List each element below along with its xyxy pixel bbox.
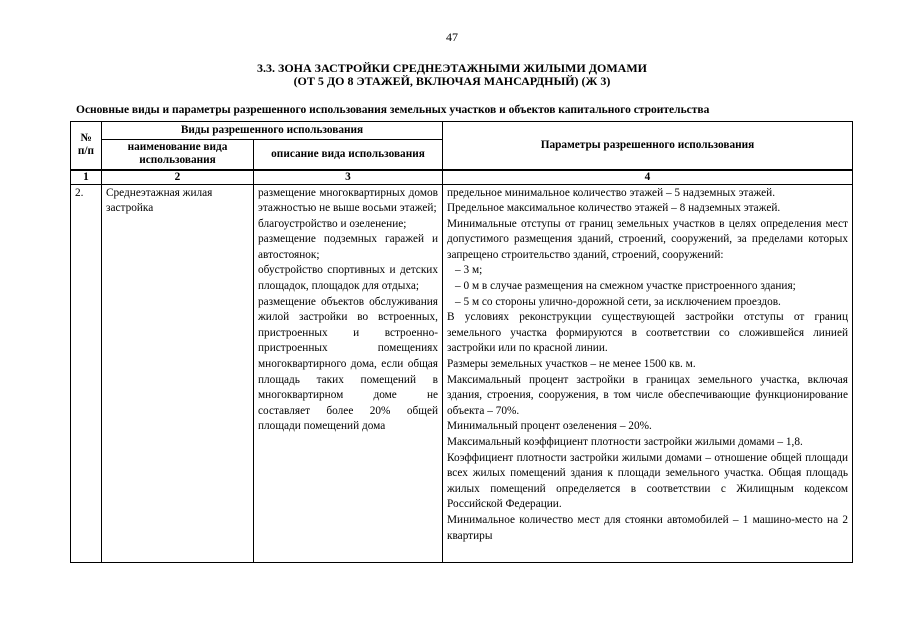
param-item: Предельное максимальное количество этажей – 8 надземных этажей. <box>447 202 781 215</box>
col-number-2: 2 <box>102 170 254 185</box>
row-description <box>254 184 443 563</box>
usage-table <box>70 121 853 563</box>
param-item: В условиях реконструкции существующей застройки отступы от границ земельного участка формируются в соответствии со сложившейся линией застройки или по красной линии. <box>447 311 848 355</box>
section-title <box>0 62 904 88</box>
row-params <box>443 184 853 563</box>
header-description: описание вида использования <box>254 140 443 170</box>
param-item: Минимальные отступы от границ земельных участков в целях определения мест допустимого размещения зданий, строений, сооружений, за пределами которых запрещено строительство зданий, строений, сооружений: <box>447 217 848 261</box>
param-item: – 5 м со стороны улично-дорожной сети, за исключением проездов. <box>455 295 781 308</box>
header-num <box>71 122 102 170</box>
page-number: 47 <box>446 30 458 44</box>
description-item: размещение подземных гаражей и автостоянок; <box>258 233 438 261</box>
col-number-3: 3 <box>254 170 443 185</box>
description-item: размещение многоквартирных домов этажностью не выше восьми этажей; <box>258 186 438 215</box>
header-num-label: № п/п <box>77 132 95 158</box>
description-item: благоустройство и озеленение; <box>258 217 407 230</box>
param-item: – 3 м; <box>455 264 483 277</box>
table-caption: Основные виды и параметры разрешенного использования земельных участков и объектов капитального строительства <box>76 104 710 116</box>
row-num: 2. <box>71 184 102 563</box>
col-number-4: 4 <box>443 170 853 185</box>
param-item: предельное минимальное количество этажей – 5 надземных этажей. <box>447 186 776 199</box>
col-number-1: 1 <box>71 170 102 185</box>
section-title-line1: 3.3. ЗОНА ЗАСТРОЙКИ СРЕДНЕЭТАЖНЫМИ ЖИЛЫМИ ДОМАМИ <box>257 61 647 75</box>
description-item: размещение объектов обслуживания жилой застройки во встроенных, пристроенных и встроенно-пристроенных помещениях многоквартирного дома, если общая площадь таких помещений в многоквартирном доме не составляет более 20% общей площади помещений дома <box>258 295 438 433</box>
param-item: – 0 м в случае размещения на смежном участке пристроенного здания; <box>455 280 796 293</box>
header-params: Параметры разрешенного использования <box>443 122 853 170</box>
param-item: Размеры земельных участков – не менее 1500 кв. м. <box>447 358 696 371</box>
header-types-group: Виды разрешенного использования <box>102 122 443 140</box>
param-item: Минимальный процент озеленения – 20%. <box>447 420 652 433</box>
param-item: Коэффициент плотности застройки жилыми домами – отношение общей площади всех жилых помещений здания к площади земельного участка. Общая площадь жилых помещений определяется в соответствии с Жилищным кодексом Российской Федерации. <box>447 451 848 511</box>
header-name: наименование вида использования <box>102 140 254 170</box>
param-item: Максимальный коэффициент плотности застройки жилыми домами – 1,8. <box>447 436 803 448</box>
row-name: Среднеэтажная жилая застройка <box>102 184 254 563</box>
param-item: Минимальное количество мест для стоянки автомобилей – 1 машино-место на 2 квартиры <box>447 513 848 542</box>
description-item: обустройство спортивных и детских площадок, площадок для отдыха; <box>258 264 438 293</box>
param-item: Максимальный процент застройки в границах земельного участка, включая здания, строения, сооружения, в том числе обеспечивающие функционирование объекта – 70%. <box>447 373 848 417</box>
section-title-line2: (ОТ 5 ДО 8 ЭТАЖЕЙ, ВКЛЮЧАЯ МАНСАРДНЫЙ) (Ж 3) <box>293 74 611 88</box>
table-row <box>71 184 853 563</box>
